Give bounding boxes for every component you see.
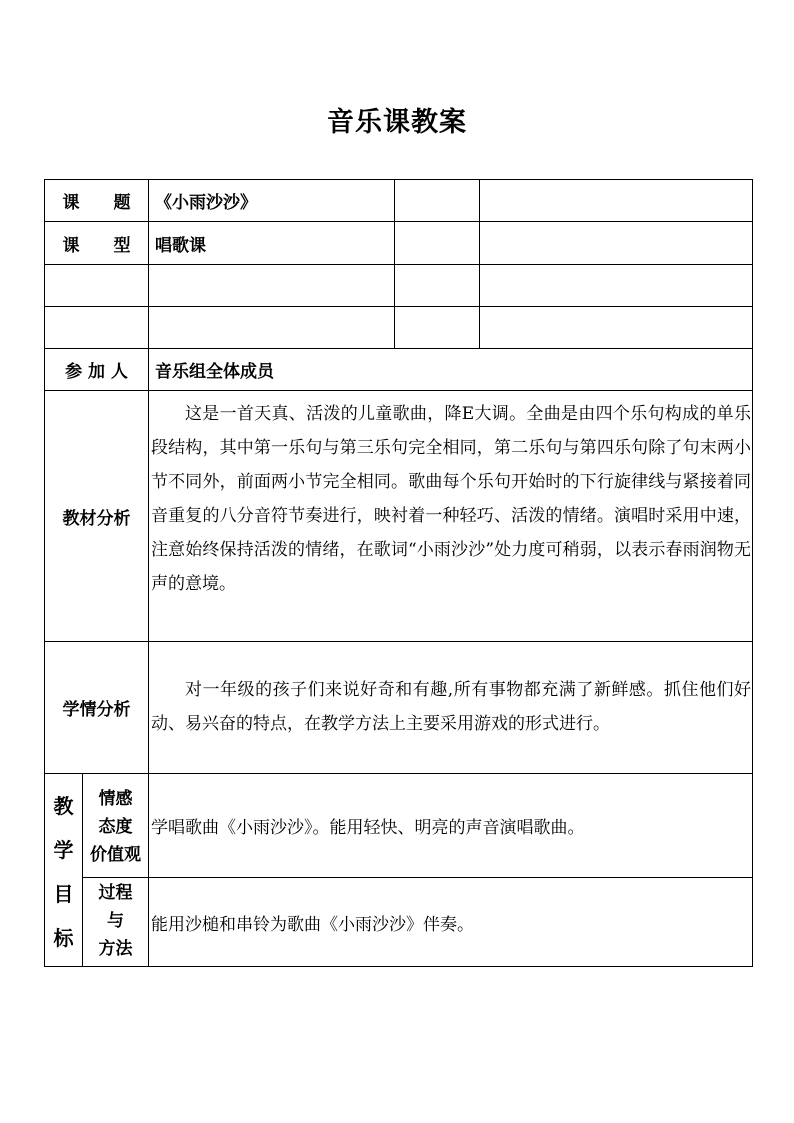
process-goal-label <box>83 879 148 963</box>
page-title: 音乐课教案 <box>327 107 467 138</box>
topic-value: 《小雨沙沙》 <box>155 193 257 213</box>
row-divider <box>44 306 753 307</box>
teaching-goals-char: 学 <box>53 838 74 862</box>
emotion-label-line: 价值观 <box>90 845 141 865</box>
emotion-goal-text: 学唱歌曲《小雨沙沙》。能用轻快、明亮的声音演唱歌曲。 <box>151 818 585 838</box>
student-analysis-text: 对一年级的孩子们来说好奇和有趣,所有事物都充满了新鲜感。抓住他们好动、易兴奋的特点，在教学方法上主要采用游戏的形式进行。 <box>151 680 751 734</box>
teaching-goals-char: 标 <box>53 926 74 950</box>
row-divider <box>44 641 753 642</box>
emotion-label-line: 情感 <box>98 789 133 809</box>
material-analysis-text: 这是一首天真、活泼的儿童歌曲，降E大调。全曲是由四个乐句构成的单乐段结构，其中第一乐句与第三乐句完全相同，第二乐句与第四乐句除了句末两小节不同外，前面两小节完全相同。歌曲每个乐句开始时的下行旋律线与紧接着同音重复的八分音符节奏进行，映衬着一种轻巧、活泼的情绪。演唱时采用中速，注意始终保持活泼的情绪，在歌词“小雨沙沙”处力度可稍弱，以表示春雨润物无声的意境。 <box>151 404 751 594</box>
teaching-goals-label <box>45 784 82 960</box>
emotion-label-line: 态度 <box>98 817 133 837</box>
process-label-line: 与 <box>107 911 124 931</box>
teaching-goals-char: 目 <box>53 882 74 906</box>
column-divider <box>479 179 480 348</box>
row-divider <box>44 390 753 391</box>
student-analysis-label: 学情分析 <box>62 700 131 720</box>
topic-label: 课 题 <box>62 193 131 213</box>
participants-value: 音乐组全体成员 <box>155 362 274 382</box>
row-divider <box>44 264 753 265</box>
teaching-goals-char: 教 <box>53 794 74 818</box>
process-label-line: 方法 <box>98 939 133 959</box>
column-divider <box>394 179 395 348</box>
process-goal-text: 能用沙槌和串铃为歌曲《小雨沙沙》伴奏。 <box>151 915 474 935</box>
type-value: 唱歌课 <box>155 235 206 256</box>
emotion-goal-label <box>83 785 148 869</box>
participants-label: 参 加 人 <box>65 362 128 382</box>
type-label: 课 型 <box>62 235 131 256</box>
process-label-line: 过程 <box>98 883 133 903</box>
material-analysis-label: 教材分析 <box>62 508 131 529</box>
column-divider <box>148 179 149 967</box>
